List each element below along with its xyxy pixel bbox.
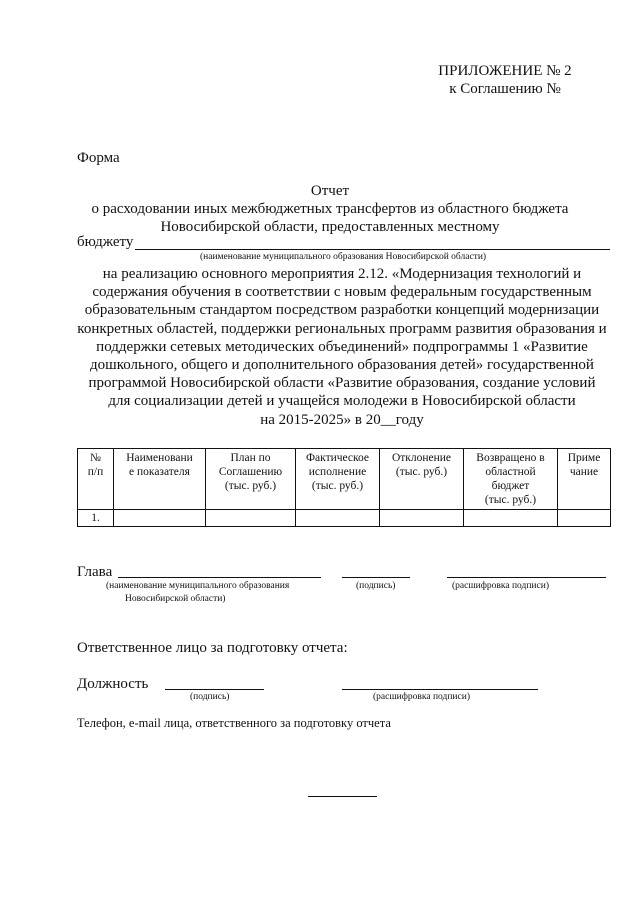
purpose-line: для социализации детей и учащейся молодежи в Новосибирской области: [108, 393, 576, 410]
header-indicator-name: Наименовани е показателя: [114, 449, 206, 510]
annex-header: [420, 62, 590, 98]
header-plan: План по Соглашению (тыс. руб.): [206, 449, 296, 510]
form-label: Форма: [77, 150, 120, 166]
municipality-caption: (наименование муниципального образования Новосибирской области): [200, 252, 487, 262]
head-decoding-line[interactable]: [447, 577, 606, 578]
purpose-line: образовательным стандартом посредством разработки концепций модернизации: [84, 302, 600, 319]
purpose-line: программой Новосибирской области «Развитие образования, создание условий: [88, 375, 596, 392]
purpose-paragraph: [72, 265, 612, 429]
header-number: № п/п: [78, 449, 114, 510]
head-decoding-caption: (расшифровка подписи): [452, 581, 549, 591]
purpose-line: на 2015-2025» в 20__году: [260, 411, 424, 428]
table-cell-note[interactable]: [558, 510, 611, 527]
header-note: Приме чание: [558, 449, 611, 510]
responsible-heading: Ответственное лицо за подготовку отчета:: [77, 640, 348, 656]
budget-prefix: бюджету: [77, 234, 134, 250]
report-title-line3: Новосибирской области, предоставленных местному: [160, 219, 500, 235]
responsible-decoding-caption: (расшифровка подписи): [373, 692, 470, 702]
report-title-line2: о расходовании иных межбюджетных трансфертов из областного бюджета: [91, 201, 569, 217]
responsible-signature-caption: (подпись): [190, 692, 230, 702]
footer-separator: [308, 796, 377, 797]
purpose-line: на реализацию основного мероприятия 2.12. «Модернизация технологий и: [102, 266, 582, 282]
header-deviation: Отклонение (тыс. руб.): [380, 449, 464, 510]
responsible-decoding-line[interactable]: [342, 689, 538, 690]
table-cell-indicator[interactable]: [114, 510, 206, 527]
table-cell-deviation[interactable]: [380, 510, 464, 527]
header-actual: Фактическое исполнение (тыс. руб.): [296, 449, 380, 510]
table-cell-returned[interactable]: [464, 510, 558, 527]
head-name-caption-1: (наименование муниципального образования: [106, 581, 290, 591]
purpose-line: поддержки сетевых методических объединений» подпрограммы 1 «Развитие: [96, 338, 588, 355]
budget-name-line[interactable]: [135, 249, 610, 250]
report-title: [70, 182, 590, 236]
table-header-row: [78, 449, 611, 510]
contact-line: Телефон, e-mail лица, ответственного за подготовку отчета: [77, 716, 391, 730]
budget-field-row: [77, 234, 610, 251]
municipality-name-line[interactable]: [118, 577, 321, 578]
responsible-signature-line[interactable]: [165, 689, 264, 690]
head-signature-caption: (подпись): [356, 581, 396, 591]
position-label: Должность: [77, 676, 149, 692]
annex-agreement-ref: к Соглашению №: [449, 81, 561, 97]
header-returned: Возвращено в областной бюджет (тыс. руб.): [464, 449, 558, 510]
table-cell-actual[interactable]: [296, 510, 380, 527]
purpose-line: дошкольного, общего и дополнительного образования детей» государственной: [90, 357, 594, 374]
table-row: [78, 510, 611, 527]
table-cell-number: 1.: [78, 510, 114, 527]
head-label: Глава: [77, 564, 113, 580]
head-name-caption-2: Новосибирской области): [125, 594, 226, 604]
table-cell-plan[interactable]: [206, 510, 296, 527]
head-signature-line[interactable]: [342, 577, 410, 578]
report-title-line1: Отчет: [310, 183, 350, 199]
purpose-line: конкретных областей, поддержки региональных программ развития образования и: [77, 320, 607, 337]
purpose-line: содержания обучения в соответствии с новым федеральным государственным: [92, 284, 592, 301]
report-table: [77, 448, 611, 527]
annex-number: ПРИЛОЖЕНИЕ № 2: [438, 63, 572, 79]
